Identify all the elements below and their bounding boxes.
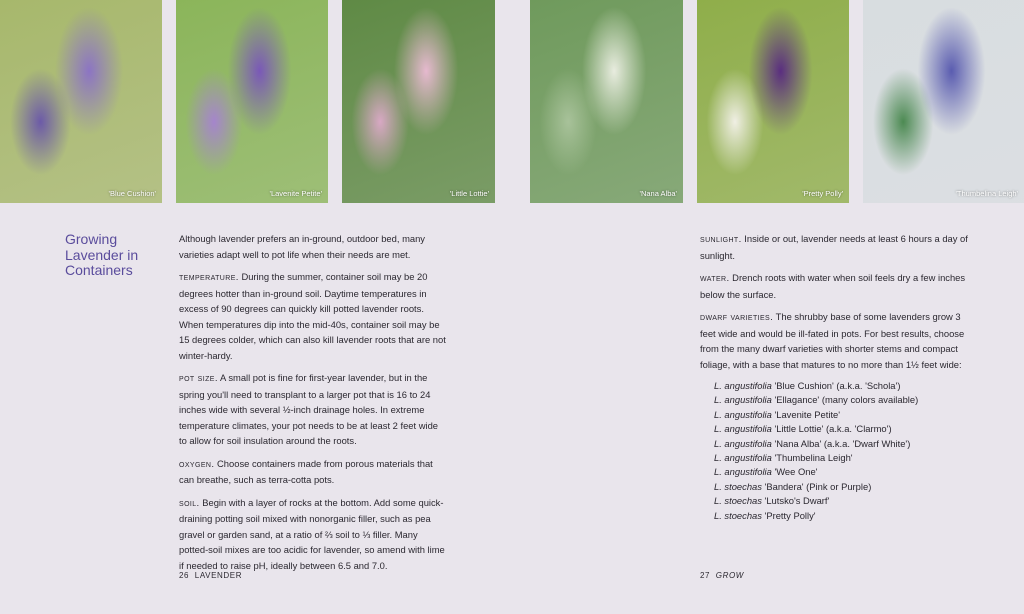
species-name: L. angustifolia [714,466,772,478]
species-name: L. angustifolia [714,394,772,406]
section-label: pot size. [179,373,218,384]
species-name: L. stoechas [714,480,762,492]
cultivar-name: 'Ellagance' (many colors available) [771,394,919,406]
running-title: GROW [715,571,744,580]
list-item [714,480,968,494]
photo-caption: 'Blue Cushion' [108,189,156,198]
photo-caption: 'Lavenite Petite' [269,189,322,198]
list-item [714,509,968,523]
cultivar-name: 'Wee One' [771,466,818,478]
cultivar-name: 'Bandera' (Pink or Purple) [761,480,872,492]
folio-right [700,571,744,580]
section-text: Inside or out, lavender needs at least 6 hours a day of sunlight. [700,233,968,261]
cultivar-name: 'Nana Alba' (a.k.a. 'Dwarf White') [771,437,911,449]
species-name: L. angustifolia [714,380,772,391]
section-text: The shrubby base of some lavenders grow 3 feet wide and would be ill-fated in pots. For best results, choose from the many dwarf varieties with shorter stems and compact foliage, with a base that matures to no more than 1½ feet wide: [700,311,965,370]
section-text: Choose containers made from porous materials that can breathe, such as terra-cotta pots. [179,457,433,485]
species-name: L. angustifolia [714,452,772,464]
cultivar-name: 'Lutsko's Dwarf' [761,495,830,507]
lavender-photo [863,0,1024,203]
cultivar-name: 'Pretty Polly' [761,509,816,521]
section-text: During the summer, container soil may be 20 degrees hotter than in-ground soil. Daytime temperatures in excess of 90 degrees can quickly kill potted lavender roots. When temperatures dip into the mid-40s, container soil may be 15 degrees colder, which can also kill lavender roots that are not winter-hardy. [179,271,446,361]
folio-left [179,571,242,580]
species-name: L. angustifolia [714,423,772,435]
section-paragraph [179,269,447,363]
species-name: L. angustifolia [714,437,772,449]
variety-list [700,379,968,523]
section-paragraph [179,495,447,574]
list-item [714,437,968,451]
species-name: L. angustifolia [714,408,772,420]
page-number: 26 [179,571,190,580]
photo-caption: 'Pretty Polly' [802,189,843,198]
list-item [714,451,968,465]
species-name: L. stoechas [714,509,762,521]
section-paragraph [179,370,447,449]
section-label: sunlight. [700,234,742,245]
cultivar-name: 'Little Lottie' (a.k.a. 'Clarmo') [771,423,892,435]
photo-caption: 'Little Lottie' [449,189,489,198]
section-paragraph [179,456,447,488]
lavender-photo [0,0,162,203]
section-heading: Growing Lavender in Containers [65,231,139,278]
species-name: L. stoechas [714,495,762,507]
section-paragraph [700,270,968,302]
lavender-photo [342,0,495,203]
section-text: Drench roots with water when soil feels dry a few inches below the surface. [700,272,966,300]
page-number: 27 [700,571,711,580]
running-title: LAVENDER [194,571,243,580]
cultivar-name: 'Lavenite Petite' [771,408,841,420]
right-column [700,231,968,523]
cultivar-name: 'Thumbelina Leigh' [771,452,853,464]
photo-caption: 'Nana Alba' [639,189,677,198]
section-paragraph [700,309,968,372]
list-item [714,465,968,479]
section-label: water. [700,273,730,284]
intro-paragraph: Although lavender prefers an in-ground, outdoor bed, many varieties adapt well to pot life when their needs are met. [179,233,425,260]
photo-caption: 'Thumbelina Leigh' [955,189,1018,198]
section-label: temperature. [179,272,239,283]
section-label: oxygen. [179,458,215,470]
section-label: soil. [179,497,200,509]
list-item [714,494,968,508]
list-item [714,393,968,407]
lavender-photo [697,0,849,203]
lavender-photo [530,0,683,203]
cultivar-name: 'Blue Cushion' (a.k.a. 'Schola') [771,380,901,391]
section-text: Begin with a layer of rocks at the bottom. Add some quick-draining potting soil mixed with nonorganic filler, such as pea gravel or garden sand, at a ratio of ⅔ soil to ⅓ filler. Many potted-soil mixes are too acidic for lavender, so amend with lime if needed to raise pH, ideally between 6.5 and 7.0. [179,496,445,571]
section-text: A small pot is fine for first-year lavender, but in the spring you'll need to transplant to a larger pot that is 16 to 24 inches wide with several ½-inch drainage holes. In extreme temperature climates, your pot needs to be at least 2 feet wide to allow for soil insulation around the roots. [179,372,438,446]
left-column [179,231,447,580]
list-item [714,422,968,436]
list-item [714,408,968,422]
lavender-photo [176,0,328,203]
section-paragraph [700,231,968,263]
section-label: dwarf varieties. [700,312,774,323]
list-item [714,379,968,393]
